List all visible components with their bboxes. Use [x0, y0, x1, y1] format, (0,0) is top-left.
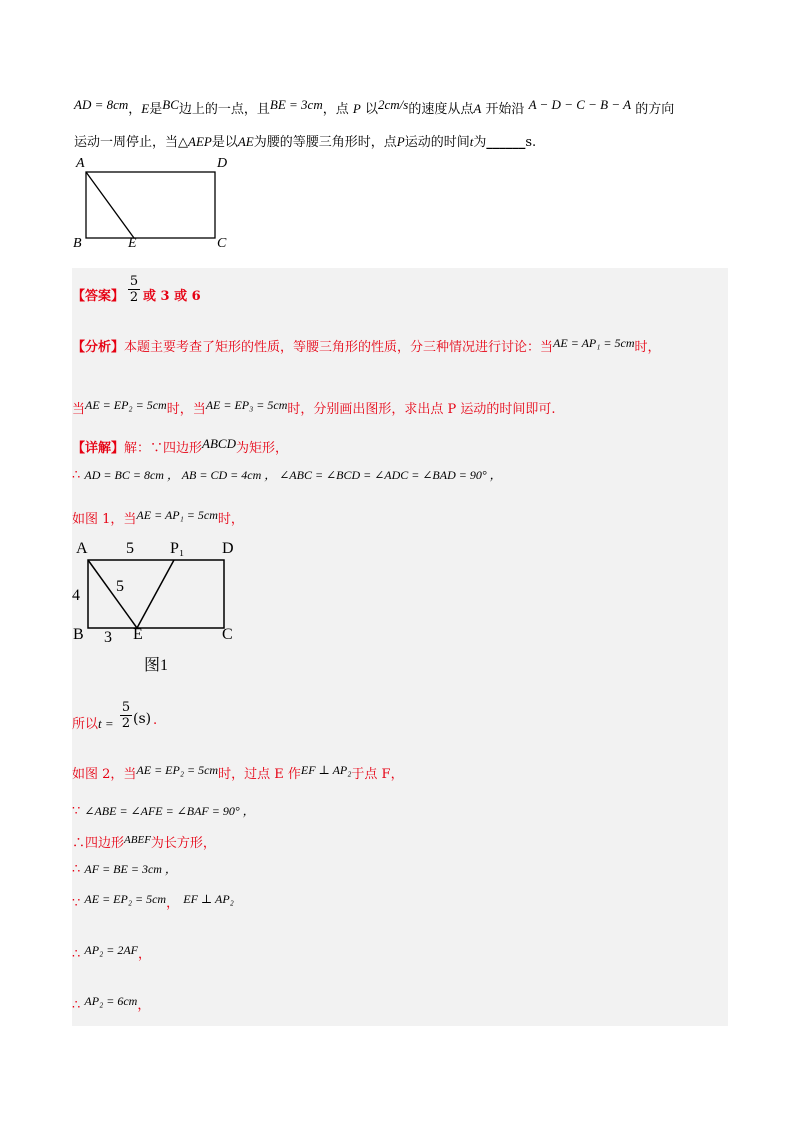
fig1-label-c: C: [222, 626, 233, 643]
case2-given: ∵ AE = EP₂ = 5cm， EF ⊥ AP₂: [72, 892, 234, 911]
question-line-2: 运动一周停止，当△AEP是以AE为腰的等腰三角形时，点P运动的时间t为______s.: [74, 134, 537, 150]
case2-rectangle: ∴四边形$^{ABEF}$为长方形，: [72, 834, 216, 851]
fig1-label-d: D: [222, 540, 234, 557]
fig1-label-p1: P₁: [170, 540, 185, 557]
fig1-label-diag5: 5: [116, 578, 124, 595]
fig1-segment-ae: [88, 560, 137, 628]
fig1-label-a: A: [76, 540, 88, 557]
fig1-label-e: E: [133, 626, 143, 643]
fig-label-d: D: [217, 156, 228, 171]
question-line-1: AD = 8cm，E是BC边上的一点，且BE = 3cm，点 P 以2cm/s的速度从点A 开始沿 A − D − C − B − A 的方向: [74, 97, 675, 117]
fig1-caption: 图1: [144, 657, 169, 674]
fig-label-e: E: [128, 236, 137, 251]
fig-label-b: B: [73, 236, 82, 251]
result1-end: .: [153, 713, 158, 728]
fig1-label-top5: 5: [126, 540, 134, 557]
analysis-line-2: 当AE = EP₂ = 5cm时，当AE = EP₃ = 5cm时，分别画出图形，求出点 P 运动的时间即可.: [72, 398, 556, 417]
answer-fraction: $\frac{5}{2}$: [129, 274, 139, 305]
result1-unit: (s): [133, 711, 152, 727]
fig-label-c: C: [217, 236, 227, 251]
detail-line-1: 【详解】解：∵四边形ABCD为矩形，: [72, 436, 288, 456]
answer-line: 【答案】: [72, 289, 125, 304]
case2-af: ∴ AF = BE = 3cm ，: [72, 862, 177, 877]
detail-line-2: ∴ AD = BC = 8cm ， AB = CD = 4cm ， ∠ABC = ∠BCD = ∠ADC = ∠BAD = 90° ，: [72, 468, 502, 483]
case2-ap2-value: ∴ AP₂ = 6cm，: [72, 994, 151, 1013]
case2-line: 如图 2，当AE = EP₂ = 5cm时，过点 E 作EF ⊥ AP₂于点 F，: [72, 763, 404, 782]
case1-line: 如图 1，当AE = AP₁ = 5cm时，: [72, 508, 244, 527]
result1-line: 所以t =: [72, 716, 114, 732]
fig1-label-b: B: [73, 626, 84, 643]
fig-label-a: A: [76, 156, 85, 171]
case2-angles: ∵ ∠ABE = ∠AFE = ∠BAF = 90° ，: [72, 804, 255, 819]
case2-ap2-double: ∴ AP₂ = 2AF，: [72, 943, 152, 962]
answer-rest: 或 3 或 6: [143, 289, 201, 304]
analysis-line-1: 【分析】本题主要考查了矩形的性质，等腰三角形的性质，分三种情况进行讨论：当AE = AP₁ = 5cm时，: [72, 336, 661, 355]
result1-fraction: $\frac{5}{2}$: [121, 700, 131, 731]
fig1-segment-p1e: [137, 560, 174, 628]
fig1-label-left4: 4: [72, 587, 80, 604]
answer-blank: ______: [486, 135, 526, 150]
fig1-label-bot3: 3: [104, 629, 112, 646]
